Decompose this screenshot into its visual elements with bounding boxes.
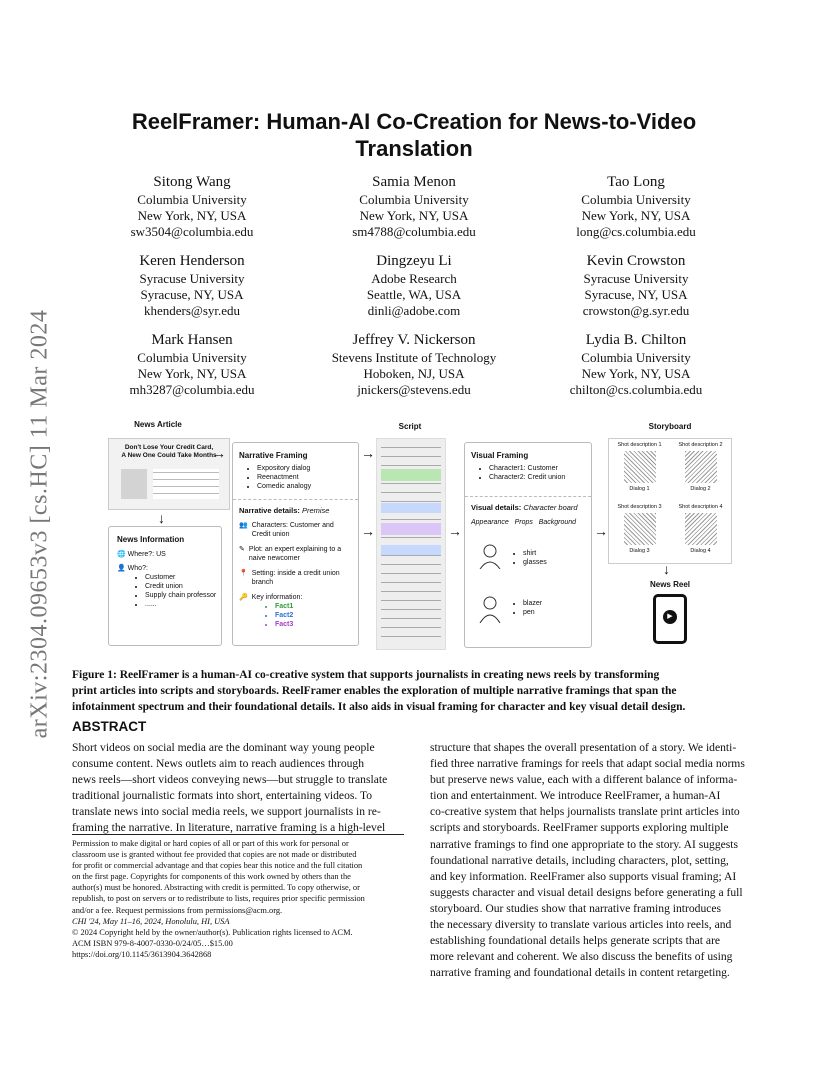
visual-framing-card <box>464 442 592 648</box>
character-sketch-1 <box>477 543 503 569</box>
abstract-line: narrative framings to find one appropriate to the story. AI suggests <box>430 837 739 851</box>
abstract-line: Short videos on social media are the dominant way young people <box>72 741 375 754</box>
narrative-list <box>245 464 358 491</box>
narrative-details-label: Narrative details: <box>239 506 300 515</box>
who-item: • Supply chain professor <box>145 591 221 600</box>
storyboard-panel <box>608 438 732 564</box>
where-row <box>117 550 221 559</box>
author-location: New York, NY, USA <box>137 208 247 223</box>
visual-list <box>477 464 591 482</box>
footnote-rule <box>72 834 404 835</box>
abstract-line: traditional journalistic formats into short, entertaining videos. To <box>72 789 373 803</box>
abstract-line: consume content. News outlets aim to reach audiences through <box>72 757 365 771</box>
author-block <box>314 331 514 398</box>
abstract-line: and key information. ReelFramer also supports visual framing; AI <box>430 869 737 883</box>
key-info-text: Key information: <box>251 594 303 601</box>
author-affiliation: Columbia University <box>581 192 691 207</box>
figure-1 <box>80 412 760 657</box>
right-arrow-icon: → <box>212 445 226 461</box>
author-affiliation: Syracuse University <box>583 271 689 286</box>
author-block <box>314 173 514 240</box>
visual-details-row <box>471 503 591 512</box>
dialog-label: Dialog 3 <box>629 548 650 554</box>
permission-line: Permission to make digital or hard copies of all or part of this work for personal or <box>72 839 349 848</box>
abstract-line: narrative framing and foundational details in content retargeting. <box>430 966 730 980</box>
right-arrow-icon: → <box>361 523 375 539</box>
permission-line: republish, to post on servers or to redistribute to lists, requires prior specific permission <box>72 894 365 904</box>
abstract-line: suggests character and visual detail designs before generating a full <box>430 885 743 899</box>
down-arrow-icon: ↓ <box>158 510 165 526</box>
headline-line: A New One Could Take Months <box>121 452 217 459</box>
pen-icon: ✎ <box>239 546 245 553</box>
prop-item: • shirt <box>523 549 547 558</box>
who-text: Who?: <box>127 565 148 572</box>
shot-description: Shot description 4 <box>678 504 723 510</box>
abstract-line: the necessary diversity to translate various articles into reels, and <box>430 918 732 932</box>
abstract-line: scripts and storyboards. ReelFramer supports exploring multiple <box>430 821 729 835</box>
location-pin-icon: 📍 <box>239 570 248 577</box>
people-icon: 👥 <box>239 522 248 529</box>
who-item: • Credit union <box>145 582 221 591</box>
storyboard-cell <box>609 439 670 501</box>
author-affiliation: Columbia University <box>137 192 247 207</box>
prop-item: • glasses <box>523 558 547 567</box>
prop-item: • pen <box>523 608 542 617</box>
author-email: mh3287@columbia.edu <box>129 382 255 397</box>
divider <box>233 499 358 500</box>
storyboard-sketch <box>685 513 717 545</box>
shot-description: Shot description 3 <box>617 504 662 510</box>
arxiv-identifier: arXiv:2304.09653v3 [cs.HC] 11 Mar 2024 <box>26 309 53 739</box>
abstract-line: co-creative system that helps journalists translate print articles into <box>430 805 740 819</box>
storyboard-cell <box>670 439 731 501</box>
char2-props <box>511 599 542 617</box>
caption-line: infotainment spectrum and their foundational details. It also aids in visual framing for character and key visual detail design. <box>72 701 686 713</box>
author-email: long@cs.columbia.edu <box>576 224 696 239</box>
divider <box>465 496 591 497</box>
title-line-1: ReelFramer: Human-AI Co-Creation for News-to-Video <box>131 109 697 134</box>
article-image <box>121 469 147 499</box>
shot-description: Shot description 2 <box>678 442 723 448</box>
author-affiliation: Adobe Research <box>371 271 457 286</box>
author-affiliation: Columbia University <box>581 350 691 365</box>
author-location: Syracuse, NY, USA <box>584 287 688 302</box>
author-email: jnickers@stevens.edu <box>357 382 471 397</box>
abstract-line: framing the narrative. In literature, narrative framing is a high-level <box>72 821 386 835</box>
storyboard-sketch <box>624 451 656 483</box>
storyboard-label: Storyboard <box>648 422 692 431</box>
author-email: sw3504@columbia.edu <box>130 224 254 239</box>
author-location: New York, NY, USA <box>137 366 247 381</box>
doi-link[interactable]: https://doi.org/10.1145/3613904.3642868 <box>72 949 212 959</box>
author-email: crowston@g.syr.edu <box>582 303 690 318</box>
who-list <box>133 573 221 609</box>
author-email: khenders@syr.edu <box>143 303 241 318</box>
author-block <box>92 173 292 240</box>
permission-line: and/or a fee. Request permissions from permissions@acm.org. <box>72 905 283 915</box>
abstract-heading: ABSTRACT <box>72 719 147 734</box>
abstract-line: establishing foundational details helps generate scripts that are <box>430 934 721 948</box>
visual-item: • Character2: Credit union <box>489 473 591 482</box>
abstract-line: but preserve news value, each with a different balance of informa- <box>430 773 738 787</box>
article-text-lines <box>153 469 219 499</box>
title-line-2: Translation <box>355 136 473 161</box>
author-email: sm4788@columbia.edu <box>352 224 476 239</box>
dialog-label: Dialog 2 <box>690 486 711 492</box>
visual-item: • Character1: Customer <box>489 464 591 473</box>
author-location: Hoboken, NJ, USA <box>363 366 465 381</box>
author-name: Mark Hansen <box>151 332 233 348</box>
globe-icon: 🌐 <box>117 551 126 558</box>
article-headline <box>109 444 229 460</box>
narrative-details-value: Premise <box>301 506 330 515</box>
who-item: • Customer <box>145 573 221 582</box>
dialog-label: Dialog 4 <box>690 548 711 554</box>
author-name: Kevin Crowston <box>586 253 686 269</box>
permission-line: on the first page. Copyrights for components of this work owned by others than the <box>72 872 351 882</box>
abstract-line: more relevant and coherent. We also discuss the benefits of using <box>430 950 733 964</box>
abstract-right-column <box>430 740 756 981</box>
right-arrow-icon: → <box>361 445 375 461</box>
news-reel-label: News Reel <box>649 580 691 589</box>
who-row <box>117 564 221 573</box>
permission-line: for profit or commercial advantage and that copies bear this notice and the full citation <box>72 861 363 871</box>
script-highlight <box>381 523 441 535</box>
shot-description: Shot description 1 <box>617 442 662 448</box>
right-arrow-icon: → <box>448 523 462 539</box>
abstract-line: translate news into social media reels, we support journalists in re- <box>72 805 381 819</box>
script-highlight <box>381 469 441 481</box>
abstract-line: fied three narrative framings for reels that adapt social media norms <box>430 757 745 771</box>
plot-row <box>239 545 352 563</box>
isbn-line: ACM ISBN 979-8-4007-0330-0/24/05…$15.00 <box>72 938 233 948</box>
permission-notice <box>72 838 404 960</box>
right-arrow-icon: → <box>594 523 608 539</box>
author-email: dinli@adobe.com <box>367 303 461 318</box>
author-affiliation: Columbia University <box>359 192 469 207</box>
author-name: Tao Long <box>607 174 665 190</box>
key-icon: 🔑 <box>239 594 248 601</box>
abstract-line: news reels—short videos conveying news—but struggle to translate <box>72 773 388 787</box>
fact-item: • Fact1 <box>275 602 358 611</box>
permission-line: classroom use is granted without fee provided that copies are not made or distributed <box>72 850 357 860</box>
conference-info: CHI '24, May 11–16, 2024, Honolulu, HI, USA <box>72 916 230 926</box>
script-highlight <box>381 545 441 555</box>
author-location: Seattle, WA, USA <box>366 287 462 302</box>
permission-line: author(s) must be honored. Abstracting with credit is permitted. To copy otherwise, or <box>72 883 360 893</box>
person-icon: 👤 <box>117 565 126 572</box>
characters-row <box>239 521 352 539</box>
news-info-title: News Information <box>117 535 185 544</box>
narrative-item: • Reenactment <box>257 473 358 482</box>
visual-details-label: Visual details: <box>471 503 522 512</box>
narrative-item: • Comedic analogy <box>257 482 358 491</box>
author-affiliation: Columbia University <box>137 350 247 365</box>
dialog-label: Dialog 1 <box>629 486 650 492</box>
visual-tabs: Appearance Props Background <box>471 519 577 526</box>
author-location: Syracuse, NY, USA <box>140 287 244 302</box>
author-location: New York, NY, USA <box>581 366 691 381</box>
character-sketch-2 <box>477 595 503 623</box>
setting-text: Setting: inside a credit union branch <box>251 570 340 586</box>
author-location: New York, NY, USA <box>581 208 691 223</box>
abstract-line: storyboard. Our studies show that narrative framing introduces <box>430 901 722 915</box>
script-panel <box>376 438 446 650</box>
phone-icon <box>653 594 687 644</box>
abstract-left-column <box>72 740 404 837</box>
visual-details-value: Character board <box>523 503 578 512</box>
caption-line: print articles into scripts and storyboards. ReelFramer enables the exploration of multiple narrative framings that span the <box>72 685 677 697</box>
author-block <box>536 173 736 240</box>
figure-caption <box>72 667 756 715</box>
author-block <box>314 252 514 319</box>
storyboard-cell <box>670 501 731 563</box>
plot-text: Plot: an expert explaining to a naive newcomer <box>248 546 342 562</box>
storyboard-sketch <box>624 513 656 545</box>
narrative-title: Narrative Framing <box>239 451 308 460</box>
news-information-card <box>108 526 222 646</box>
setting-row <box>239 569 352 587</box>
down-arrow-icon: ↓ <box>663 561 670 577</box>
author-name: Samia Menon <box>372 174 456 190</box>
author-affiliation: Stevens Institute of Technology <box>331 350 497 365</box>
news-article-label: News Article <box>134 420 182 429</box>
author-block <box>92 252 292 319</box>
author-affiliation: Syracuse University <box>139 271 245 286</box>
facts-list <box>263 602 358 629</box>
author-name: Dingzeyu Li <box>376 253 452 269</box>
visual-title: Visual Framing <box>471 451 529 460</box>
author-name: Jeffrey V. Nickerson <box>352 332 476 348</box>
author-name: Lydia B. Chilton <box>585 332 687 348</box>
who-item: • ...... <box>145 600 221 609</box>
char1-props <box>511 549 547 567</box>
characters-text: Characters: Customer and Credit union <box>251 522 334 538</box>
script-highlight <box>381 503 441 513</box>
author-block <box>92 331 292 398</box>
author-name: Keren Henderson <box>139 253 245 269</box>
where-text: Where?: US <box>127 551 166 558</box>
storyboard-cell <box>609 501 670 563</box>
fact-item: • Fact3 <box>275 620 358 629</box>
author-location: New York, NY, USA <box>359 208 469 223</box>
play-icon: ▶ <box>663 610 677 624</box>
author-block <box>536 252 736 319</box>
narrative-item: • Expository dialog <box>257 464 358 473</box>
fact-item: • Fact2 <box>275 611 358 620</box>
abstract-line: foundational narrative details, including characters, plot, setting, <box>430 853 729 867</box>
abstract-line: structure that shapes the overall presentation of a story. We identi- <box>430 741 737 754</box>
script-label: Script <box>398 422 422 431</box>
abstract-line: tion and entertainment. We introduce ReelFramer, a human-AI <box>430 789 721 803</box>
author-block <box>536 331 736 398</box>
paper-title <box>80 108 748 162</box>
narrative-framing-card <box>232 442 359 646</box>
prop-item: • blazer <box>523 599 542 608</box>
key-info-row <box>239 593 352 602</box>
narrative-details-row <box>239 506 358 515</box>
author-name: Sitong Wang <box>153 174 231 190</box>
copyright-line: © 2024 Copyright held by the owner/author(s). Publication rights licensed to ACM. <box>72 927 353 937</box>
headline-line: Don't Lose Your Credit Card, <box>124 444 214 451</box>
author-email: chilton@cs.columbia.edu <box>569 382 703 397</box>
caption-line: Figure 1: ReelFramer is a human-AI co-creative system that supports journalists in creating news reels by transforming <box>72 669 660 681</box>
storyboard-sketch <box>685 451 717 483</box>
